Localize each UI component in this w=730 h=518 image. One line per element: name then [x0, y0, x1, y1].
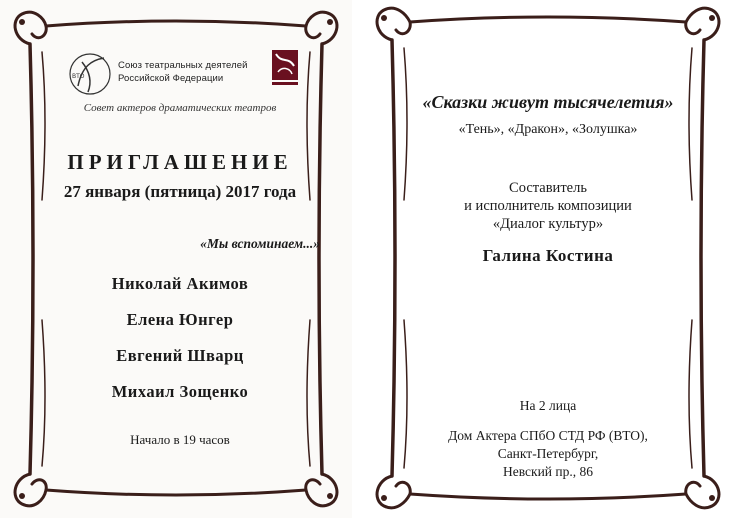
council-name: Совет актеров драматических театров — [83, 102, 277, 114]
venue-line: Невский пр., 86 — [502, 464, 593, 479]
venue-line: Дом Актера СПбО СТД РФ (ВТО), — [448, 428, 648, 443]
honoree-name: Михаил Зощенко — [111, 382, 249, 401]
card-divider — [352, 0, 366, 518]
composer-line: Составитель — [509, 180, 587, 196]
honoree-name: Евгений Шварц — [116, 346, 244, 365]
performers-count: На 2 лица — [519, 398, 577, 413]
invitation-card-front — [0, 0, 352, 518]
std-rf-logo-icon — [64, 46, 120, 102]
honoree-name: Николай Акимов — [111, 274, 249, 293]
theatre-logo-icon — [268, 44, 302, 88]
composer-line: и исполнитель композиции — [464, 198, 632, 214]
invitation-card-back — [366, 0, 730, 518]
invitation-title: ПРИГЛАШЕНИЕ — [67, 150, 293, 174]
org-name-line-1: Союз театральных деятелей — [118, 60, 248, 71]
performance-subtitle: «Тень», «Дракон», «Золушка» — [458, 122, 638, 137]
performance-title: «Сказки живут тысячелетия» — [422, 92, 674, 112]
event-date: 27 января (пятница) 2017 года — [63, 182, 297, 201]
start-time: Начало в 19 часов — [130, 432, 230, 447]
org-name-line-2: Российской Федерации — [118, 73, 224, 84]
event-title: «Мы вспоминаем...» — [200, 236, 320, 251]
honoree-name: Елена Юнгер — [126, 310, 234, 329]
venue-line: Санкт-Петербург, — [497, 446, 599, 461]
svg-text:ВТО: ВТО — [72, 73, 85, 80]
composer-line: «Диалог культур» — [492, 216, 604, 232]
author-name: Галина Костина — [482, 246, 614, 265]
